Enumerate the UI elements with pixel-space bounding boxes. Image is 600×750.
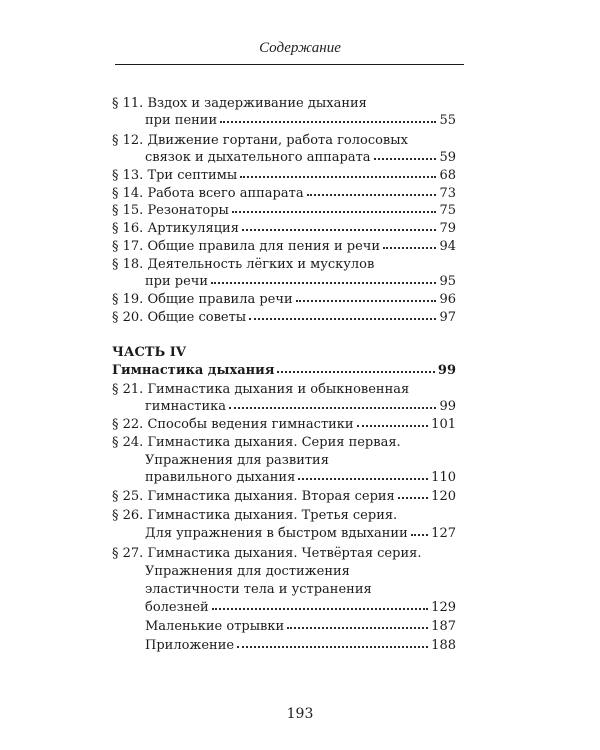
- toc-entry: [145, 562, 456, 582]
- toc-entry-title: ЧАСТЬ IV: [112, 345, 186, 360]
- toc-entry-page: 68: [439, 168, 456, 183]
- running-header-title: Содержание: [259, 40, 341, 56]
- toc-entry-title: § 19. Общие правила речи: [112, 292, 293, 307]
- toc-entry: [112, 290, 456, 310]
- toc-entry-title: § 16. Артикуляция: [112, 221, 239, 236]
- toc-entry-title: Упражнения для развития: [145, 453, 329, 468]
- toc-entry: [145, 397, 456, 417]
- toc-entry: [145, 148, 456, 168]
- dot-leader: [383, 237, 436, 249]
- toc-entry-title: § 17. Общие правила для пения и речи: [112, 239, 381, 254]
- toc-entry: [145, 598, 456, 618]
- page-number: 193: [286, 706, 314, 722]
- toc-entry-page: 94: [439, 239, 456, 254]
- toc-entry-title: Для упражнения в быстром вдыхании: [145, 526, 408, 541]
- toc-entry-title: эластичности тела и устранения: [145, 582, 372, 597]
- toc-entry: [112, 433, 456, 453]
- toc-entry-title: § 20. Общие советы: [112, 310, 247, 325]
- toc-entry-title: § 13. Три септимы: [112, 168, 238, 183]
- toc-entry: [112, 544, 456, 564]
- toc-entry: [112, 415, 456, 435]
- toc-entry-page: 55: [439, 113, 456, 128]
- dot-leader: [398, 487, 428, 499]
- dot-leader: [211, 272, 436, 284]
- dot-leader: [296, 290, 437, 302]
- toc-entry-title: § 24. Гимнастика дыхания. Серия первая.: [112, 435, 401, 450]
- dot-leader: [212, 598, 428, 610]
- toc-entry-title: § 14. Работа всего аппарата: [112, 186, 304, 201]
- toc-entry-page: 99: [439, 399, 456, 414]
- toc-entry-title: § 25. Гимнастика дыхания. Вторая серия: [112, 489, 395, 504]
- toc-entry-title: § 22. Способы ведения гимнастики: [112, 417, 354, 432]
- toc-entry-page: 96: [439, 292, 456, 307]
- toc-entry-title: гимнастика: [145, 399, 227, 414]
- dot-leader: [277, 361, 434, 373]
- toc-entry-title: Упражнения для достижения: [145, 564, 350, 579]
- toc-entry-page: 129: [431, 600, 456, 615]
- dot-leader: [249, 308, 436, 320]
- toc-entry-page: 59: [439, 150, 456, 165]
- toc-entry: [145, 617, 456, 637]
- toc-entry-title: § 27. Гимнастика дыхания. Четвёртая серия.: [112, 546, 422, 561]
- toc-entry: [145, 636, 456, 656]
- toc-entry-title: § 21. Гимнастика дыхания и обыкновенная: [112, 382, 410, 397]
- toc-entry-title: § 18. Деятельность лёгких и мускулов: [112, 257, 375, 272]
- toc-entry-page: 110: [431, 470, 456, 485]
- toc-entry-title: Гимнастика дыхания: [112, 363, 275, 378]
- toc-entry: [145, 111, 456, 131]
- dot-leader: [287, 617, 428, 629]
- dot-leader: [220, 111, 436, 123]
- toc-entry: [112, 219, 456, 239]
- toc-entry-page: 120: [431, 489, 456, 504]
- toc-entry-title: Приложение: [145, 638, 235, 653]
- toc-entry-title: при речи: [145, 274, 209, 289]
- toc-entry: [145, 272, 456, 292]
- toc-entry-page: 79: [439, 221, 456, 236]
- toc-entry: [112, 506, 456, 526]
- toc-entry: [112, 237, 456, 257]
- dot-leader: [229, 397, 436, 409]
- dot-leader: [374, 148, 437, 160]
- toc-entry: [112, 487, 456, 507]
- toc-entry: [145, 524, 456, 544]
- toc-entry-title: § 12. Движение гортани, работа голосовых: [112, 133, 408, 148]
- toc-entry-title: болезней: [145, 600, 209, 615]
- toc-entry-title: при пении: [145, 113, 218, 128]
- dot-leader: [298, 468, 428, 480]
- toc-entry-page: 97: [439, 310, 456, 325]
- toc-entry-page: 75: [439, 203, 456, 218]
- toc-entry: [145, 468, 456, 488]
- toc-entry-title: связок и дыхательного аппарата: [145, 150, 371, 165]
- dot-leader: [357, 415, 429, 427]
- part-heading: [112, 343, 456, 363]
- dot-leader: [237, 636, 428, 648]
- toc-entry-page: 101: [431, 417, 456, 432]
- toc-entry-title: правильного дыхания: [145, 470, 296, 485]
- toc-entry-title: Маленькие отрывки: [145, 619, 285, 634]
- toc-entry-page: 99: [437, 363, 456, 378]
- dot-leader: [307, 184, 437, 196]
- dot-leader: [232, 201, 437, 213]
- toc-entry-title: § 11. Вздох и задерживание дыхания: [112, 96, 367, 111]
- toc-entry-title: § 15. Резонаторы: [112, 203, 229, 218]
- toc-entry-page: 73: [439, 186, 456, 201]
- toc-entry-page: 95: [439, 274, 456, 289]
- toc-entry-page: 187: [431, 619, 456, 634]
- toc-entry: [145, 580, 456, 600]
- section-heading: [112, 361, 456, 381]
- toc-entry-title: § 26. Гимнастика дыхания. Третья серия.: [112, 508, 398, 523]
- dot-leader: [240, 166, 436, 178]
- toc-entry: [112, 308, 456, 328]
- toc-entry: [112, 166, 456, 186]
- dot-leader: [411, 524, 428, 536]
- toc-entry-page: 127: [431, 526, 456, 541]
- toc-entry: [112, 201, 456, 221]
- dot-leader: [242, 219, 437, 231]
- toc-entry-page: 188: [431, 638, 456, 653]
